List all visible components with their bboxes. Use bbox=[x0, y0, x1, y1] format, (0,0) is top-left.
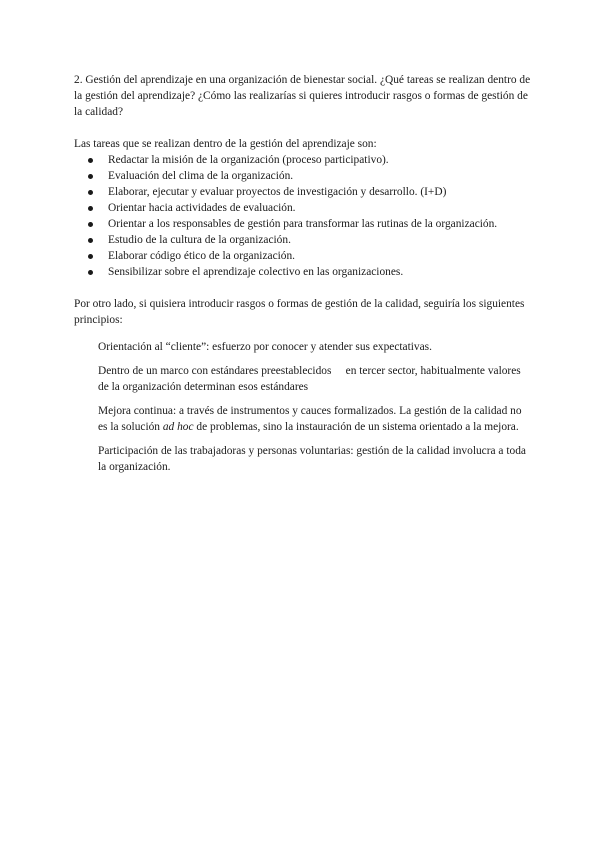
list-item bbox=[74, 248, 544, 264]
bullet-icon bbox=[88, 190, 93, 195]
list-item bbox=[74, 184, 544, 200]
list-item bbox=[74, 232, 544, 248]
question-heading: 2. Gestión del aprendizaje en una organización de bienestar social. ¿Qué tareas se realizan dentro de la gestión del aprendizaje? ¿Cómo las realizarías si quieres introducir rasgos o formas de gestión de la calidad? bbox=[74, 74, 531, 118]
principles-intro: Por otro lado, si quisiera introducir rasgos o formas de gestión de la calidad, seguiría los siguientes principios: bbox=[74, 298, 525, 326]
list-item bbox=[74, 152, 544, 168]
bullet-icon bbox=[88, 206, 93, 211]
principle-text-start: Mejora continua: a través de instrumentos y cauces formalizados. La gestión de la calidad no es la solución bbox=[98, 405, 522, 433]
list-item-text: Redactar la misión de la organización (proceso participativo). bbox=[108, 154, 389, 166]
bullet-icon bbox=[88, 174, 93, 179]
tasks-list bbox=[74, 152, 544, 280]
list-item bbox=[74, 264, 544, 280]
list-item bbox=[74, 200, 544, 216]
principle-continuous-improvement bbox=[98, 403, 528, 435]
principle-standards: Dentro de un marco con estándares preestablecidos en tercer sector, habitualmente valores de la organización determinan esos estándares bbox=[98, 365, 524, 393]
bullet-icon bbox=[88, 270, 93, 275]
list-item-text: Orientar hacia actividades de evaluación. bbox=[108, 202, 296, 214]
list-item bbox=[74, 168, 544, 184]
bullet-icon bbox=[88, 254, 93, 259]
list-item-text: Elaborar, ejecutar y evaluar proyectos de investigación y desarrollo. (I+D) bbox=[108, 186, 447, 198]
bullet-icon bbox=[88, 222, 93, 227]
list-item-text: Evaluación del clima de la organización. bbox=[108, 170, 294, 182]
ad-hoc-term: ad hoc bbox=[162, 421, 194, 433]
tasks-intro: Las tareas que se realizan dentro de la gestión del aprendizaje son: bbox=[74, 138, 377, 150]
bullet-icon bbox=[88, 238, 93, 243]
list-item bbox=[74, 216, 544, 232]
principles-block bbox=[98, 339, 528, 483]
list-item-text: Elaborar código ético de la organización. bbox=[108, 250, 296, 262]
principle-client: Orientación al “cliente”: esfuerzo por conocer y atender sus expectativas. bbox=[98, 341, 432, 353]
list-item-text: Estudio de la cultura de la organización. bbox=[108, 234, 291, 246]
bullet-icon bbox=[88, 158, 93, 163]
list-item-text: Orientar a los responsables de gestión para transformar las rutinas de la organización. bbox=[108, 218, 498, 230]
list-item-text: Sensibilizar sobre el aprendizaje colectivo en las organizaciones. bbox=[108, 266, 404, 278]
principle-participation: Participación de las trabajadoras y personas voluntarias: gestión de la calidad involucra a toda la organización. bbox=[98, 445, 526, 473]
principle-text-end: de problemas, sino la instauración de un sistema orientado a la mejora. bbox=[193, 421, 519, 433]
